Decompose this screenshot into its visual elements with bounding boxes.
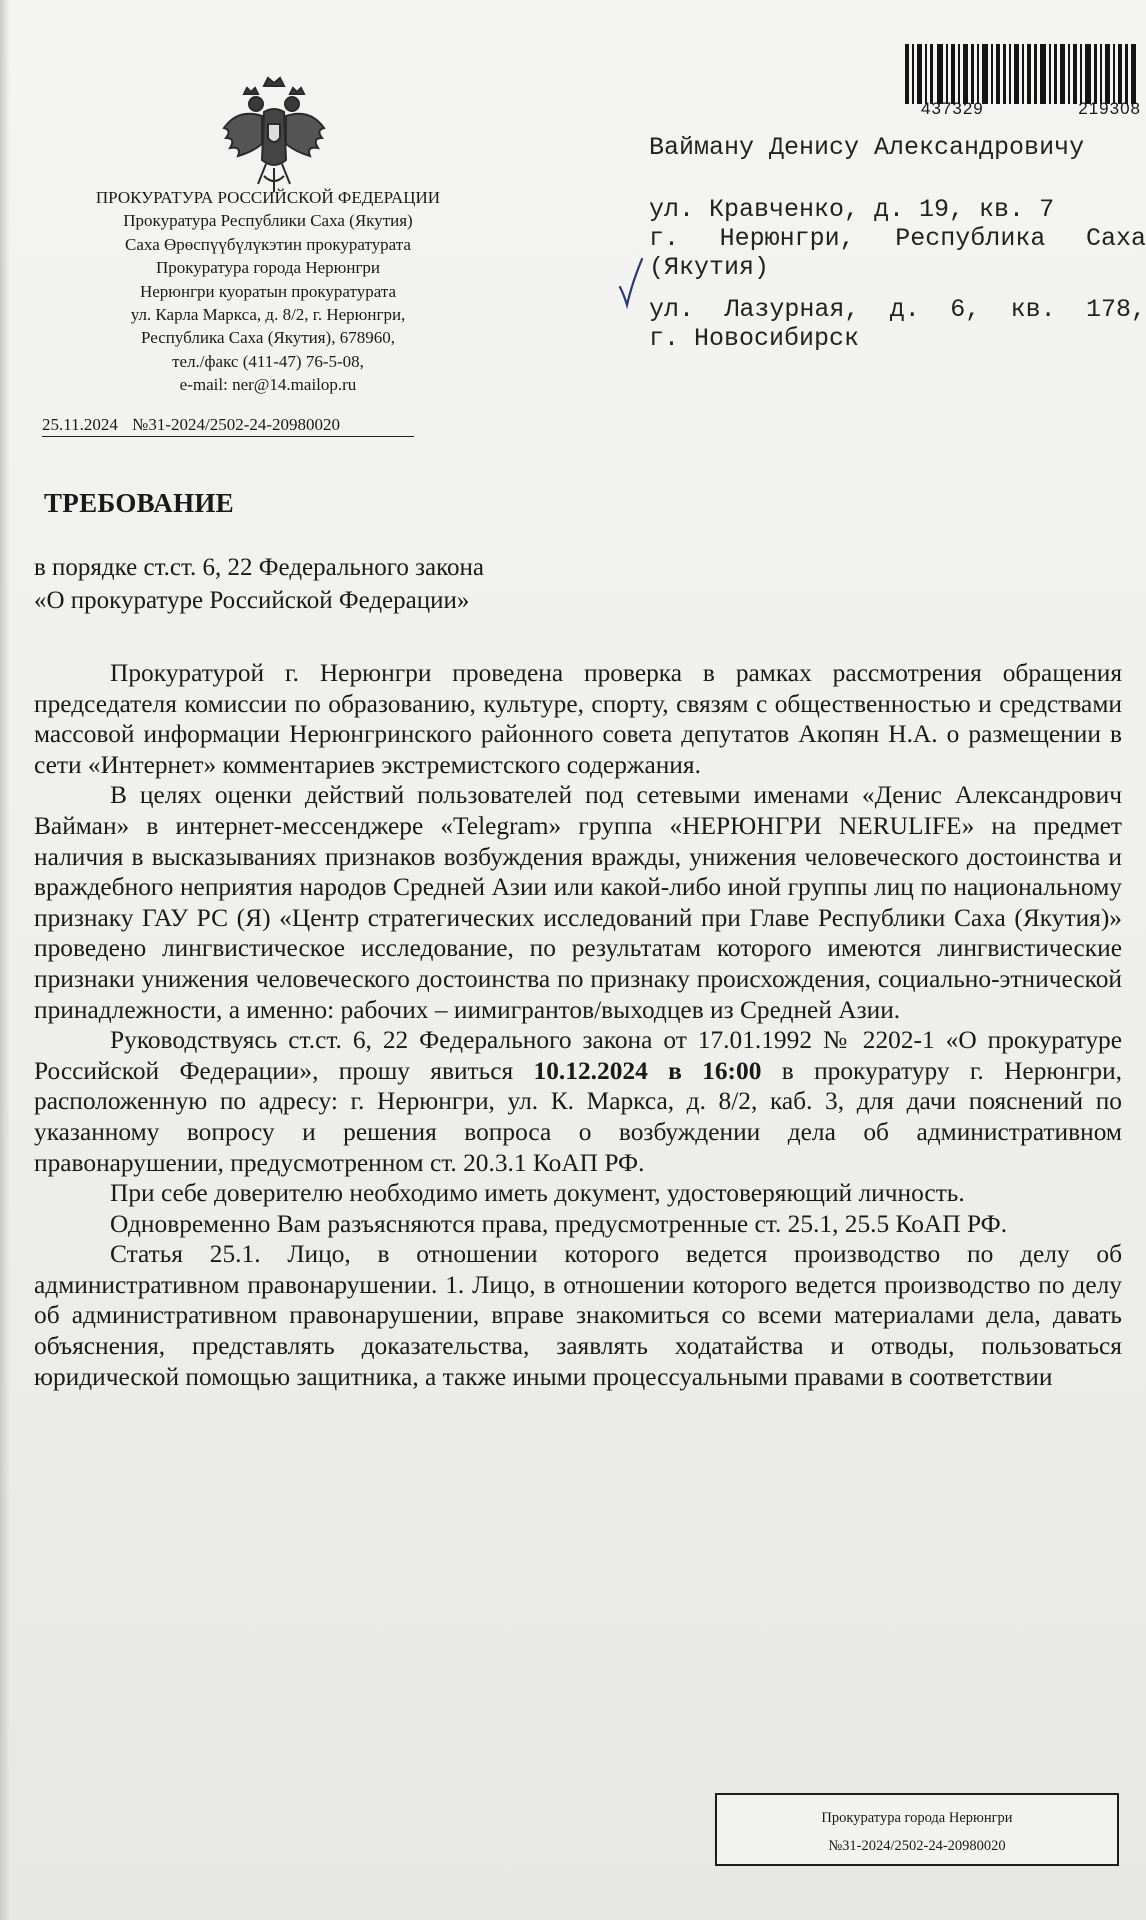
stamp-office: Прокуратура города Нерюнгри (821, 1810, 1013, 1826)
address-word: 6, (950, 295, 981, 324)
stamp-number: №31-2024/2502-24-20980020 (828, 1838, 1006, 1854)
body-paragraph: Статья 25.1. Лицо, в отношении которого ведется производство по делу об административном правонарушении. 1. Лицо, в отношении которого ведется производство по делу об административном правонарушении, вправе знакомиться со всеми материалами дела, давать объяснения, представлять доказательства, заявлять ходатайства и отводы, пользоваться юридической помощью защитника, а также иными процессуальными правами в соответствии (34, 1240, 1122, 1391)
registration-stamp (715, 1793, 1119, 1866)
address-word: ул. (649, 295, 695, 324)
law-reference (34, 551, 734, 617)
barcode (905, 44, 1137, 104)
address-word: Нерюнгри, (719, 224, 855, 253)
address-line-justified (649, 224, 1146, 253)
page-edge-shadow (0, 0, 10, 1920)
barcode-numbers (921, 99, 1141, 119)
law-reference-line: в порядке ст.ст. 6, 22 Федерального закона (34, 554, 484, 581)
body-paragraph (34, 1025, 1122, 1178)
body-paragraph: Одновременно Вам разъясняются права, предусмотренные ст. 25.1, 25.5 КоАП РФ. (110, 1209, 1008, 1238)
org-line: Саха Өрөспүүбүлүкэтин прокуратурата (125, 234, 411, 254)
checkmark-icon (618, 257, 644, 309)
address-word: г. (649, 224, 680, 253)
address-word: кв. (1010, 295, 1056, 324)
body-paragraph: При себе доверителю необходимо иметь документ, удостоверяющий личность. (110, 1179, 965, 1208)
address-word: Лазурная, (724, 295, 860, 324)
org-line: Нерюнгри куоратын прокуратурата (139, 281, 397, 301)
addressee-address-2 (649, 295, 1146, 353)
org-line: e-mail: ner@14.mailop.ru (179, 375, 357, 395)
address-word: 178, (1085, 295, 1146, 324)
address-word: Республика (895, 224, 1046, 253)
coat-of-arms-emblem (218, 72, 330, 198)
org-line: ул. Карла Маркса, д. 8/2, г. Нерюнгри, (130, 305, 406, 325)
paragraph-text: в прокуратуру г. Нерюнгри, расположенную по адресу: г. Нерюнгри, ул. К. Маркса, д. 8/2, каб. 3, для дачи пояснений по указанному вопросу и решения вопроса о возбуждении дела об административном правонарушении, предусмотренном ст. 20.3.1 КоАП РФ. (34, 1056, 1122, 1177)
appointment-datetime: 10.12.2024 в 16:00 (533, 1056, 762, 1085)
barcode-left-number: 437329 (921, 99, 984, 118)
prosecutor-office-header (48, 186, 488, 397)
document-title: ТРЕБОВАНИЕ (44, 488, 234, 518)
body-paragraph: Прокуратурой г. Нерюнгри проведена проверка в рамках рассмотрения обращения председателя комиссии по образованию, культуре, спорту, связям с общественностью и средствами массовой информации Нерюнгринского районного совета депутатов Акопян Н.А. о размещении в сети «Интернет» комментариев экстремистского содержания. (34, 659, 1122, 779)
law-reference-line: «О прокуратуре Российской Федерации» (34, 587, 470, 614)
document-body (34, 658, 1122, 1392)
org-line: Прокуратура города Нерюнгри (155, 258, 381, 278)
barcode-right-number: 219308 (1078, 99, 1141, 118)
org-line: тел./факс (411-47) 76-5-08, (172, 351, 364, 371)
org-line: Прокуратура Республики Саха (Якутия) (123, 211, 413, 231)
addressee-address-1 (649, 195, 1146, 282)
addressee-name: Вайману Денису Александровичу (649, 133, 1085, 162)
paragraph-text: Руководствуясь ст.ст. 6, 22 Федерального закона от 17.01.1992 № 2202-1 «О прокуратуре Российской Федерации», прошу явиться (34, 1026, 1122, 1085)
address-word: д. (889, 295, 920, 324)
body-paragraph: В целях оценки действий пользователей под сетевыми именами «Денис Александрович Вайман» в интернет-мессенджере «Telegram» группа «НЕРЮНГРИ NERULIFE» на предмет наличия в высказываниях признаков возбуждения вражды, унижения человеческого достоинства и враждебного неприятия народов Средней Азии или какой-либо иной группы лиц по национальному признаку ГАУ РС (Я) «Центр стратегических исследований при Главе Республики Саха (Якутия)» проведено лингвистическое исследование, по результатам которого имеются лингвистические признаки унижения человеческого достоинства по признаку происхождения, социально-этнической принадлежности, а именно: рабочих – иимигрантов/выходцев из Средней Азии. (34, 781, 1122, 1024)
address-line: (Якутия) (649, 253, 770, 282)
registration-line (42, 415, 414, 437)
registration-number: №31-2024/2502-24-20980020 (132, 415, 341, 434)
registration-date: 25.11.2024 (42, 415, 118, 434)
org-line: Республика Саха (Якутия), 678960, (141, 328, 395, 348)
address-word: Саха (1085, 224, 1146, 253)
org-line: ПРОКУРАТУРА РОССИЙСКОЙ ФЕДЕРАЦИИ (95, 188, 441, 207)
address-line: г. Новосибирск (649, 324, 860, 353)
address-line-justified (649, 295, 1146, 324)
address-line: ул. Кравченко, д. 19, кв. 7 (649, 195, 1055, 224)
